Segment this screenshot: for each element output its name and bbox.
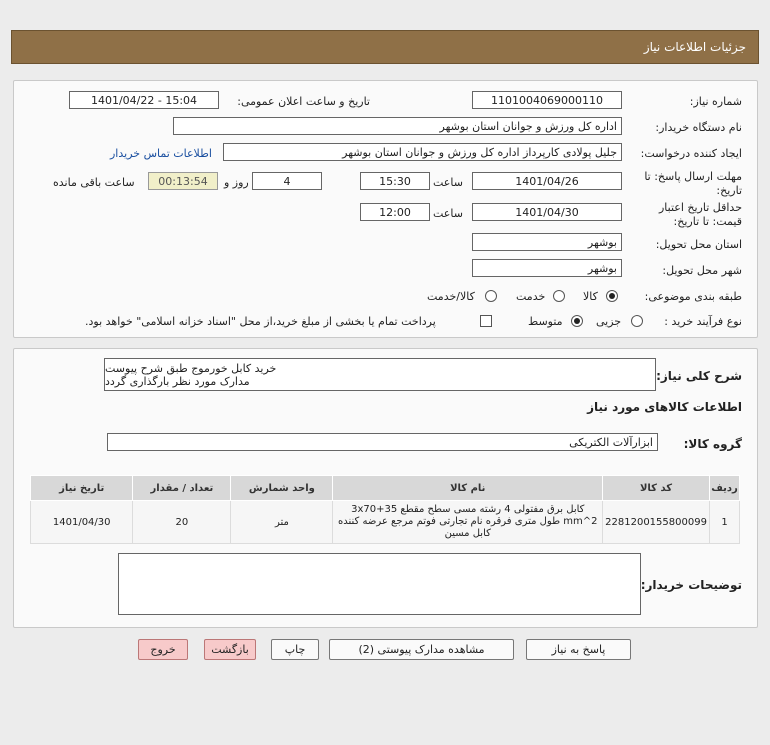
creator-label: ایجاد کننده درخواست: [640,147,742,160]
validity-label: حداقل تاریخ اعتبار [658,201,742,214]
province-field: بوشهر [472,233,622,251]
reply-time-label: ساعت [433,176,463,189]
validity-date-field: 1401/04/30 [472,203,622,221]
process-label: نوع فرآیند خرید : [664,315,742,328]
need-number-label: شماره نیاز: [689,95,742,108]
validity-time-field: 12:00 [360,203,430,221]
need-number-field: 1101004069000110 [472,91,622,109]
description-line-2: مدارک مورد نظر بارگذاری گردد [105,374,250,388]
description-field [104,358,656,391]
treasury-checkbox[interactable] [480,315,492,327]
process-option-minor: جزیی [596,315,622,328]
process-radio-medium[interactable] [571,315,583,327]
category-option-both: کالا/خدمت [427,290,475,303]
process-radio-minor[interactable] [631,315,643,327]
print-button[interactable]: چاپ [271,639,319,660]
back-button[interactable]: بازگشت [204,639,256,660]
category-label: طبقه بندی موضوعی: [644,290,742,303]
days-field: 4 [252,172,322,190]
goods-group-label: گروه کالا: [683,437,742,451]
reply-button[interactable]: پاسخ به نیاز [526,639,631,660]
creator-field: جلیل پولادی کارپرداز اداره کل ورزش و جوانان استان بوشهر [223,143,622,161]
category-option-goods: کالا [583,290,598,303]
validity-time-label: ساعت [433,207,463,220]
buyer-notes-label: توضیحات خریدار: [640,578,742,592]
buyer-org-label: نام دستگاه خریدار: [655,121,742,134]
city-label: شهر محل تحویل: [662,264,742,277]
process-option-medium: متوسط [528,315,563,328]
reply-time-field: 15:30 [360,172,430,190]
province-label: استان محل تحویل: [655,238,742,251]
exit-button[interactable]: خروج [138,639,188,660]
description-label: شرح کلی نیاز: [656,369,742,383]
category-radio-goods[interactable] [606,290,618,302]
category-radio-service[interactable] [553,290,565,302]
category-radio-both[interactable] [485,290,497,302]
col-date: تاریخ نیاز [31,476,133,501]
page-header [11,30,759,64]
col-name: نام کالا [333,476,603,501]
row-name-line-3: کابل مسین [444,528,491,539]
row-quantity: 20 [133,501,231,544]
col-code: کد کالا [603,476,710,501]
remaining-label: ساعت باقی مانده [53,176,135,189]
row-unit: متر [231,501,333,544]
page-title: جزئیات اطلاعات نیاز [643,40,746,54]
reply-date-field: 1401/04/26 [472,172,622,190]
row-code: 2281200155800099 [603,501,710,544]
announce-field: 1401/04/22 - 15:04 [69,91,219,109]
days-label: روز و [224,176,249,189]
payment-note: پرداخت تمام یا بخشی از مبلغ خرید،از محل "اسناد خزانه اسلامی" خواهد بود. [85,315,436,328]
remaining-time-field: 00:13:54 [148,172,218,190]
col-unit: واحد شمارش [231,476,333,501]
goods-group-field: ابزارآلات الکتریکی [107,433,658,451]
validity-label-2: قیمت: تا تاریخ: [673,215,742,228]
col-quantity: تعداد / مقدار [133,476,231,501]
row-name-line-2: mm^2 طول متری فرقره نام تجارتی فوتم مرجع عرضه کننده [338,516,598,527]
category-option-service: خدمت [516,290,546,303]
reply-deadline-label-2: تاریخ: [716,184,742,197]
announce-label: تاریخ و ساعت اعلان عمومی: [237,95,370,108]
goods-section-title: اطلاعات کالاهای مورد نیاز [587,400,742,414]
buyer-contact-link[interactable]: اطلاعات تماس خریدار [110,147,212,160]
buyer-org-field: اداره کل ورزش و جوانان استان بوشهر [173,117,622,135]
city-field: بوشهر [472,259,622,277]
row-name [333,501,603,544]
description-line-1: خرید کابل خورموج طبق شرح پیوست [105,361,277,375]
row-date: 1401/04/30 [31,501,133,544]
attachments-button[interactable]: مشاهده مدارک پیوستی (2) [329,639,514,660]
goods-table-header [31,476,740,501]
col-index: ردیف [710,476,740,501]
goods-table [30,475,740,544]
table-row [31,501,740,544]
row-name-line-1: کابل برق مفتولی 4 رشته مسی سطح مقطع 35+3x70 [351,504,585,515]
row-index: 1 [710,501,740,544]
reply-deadline-label: مهلت ارسال پاسخ: تا [644,170,742,183]
buyer-notes-field [118,553,641,615]
